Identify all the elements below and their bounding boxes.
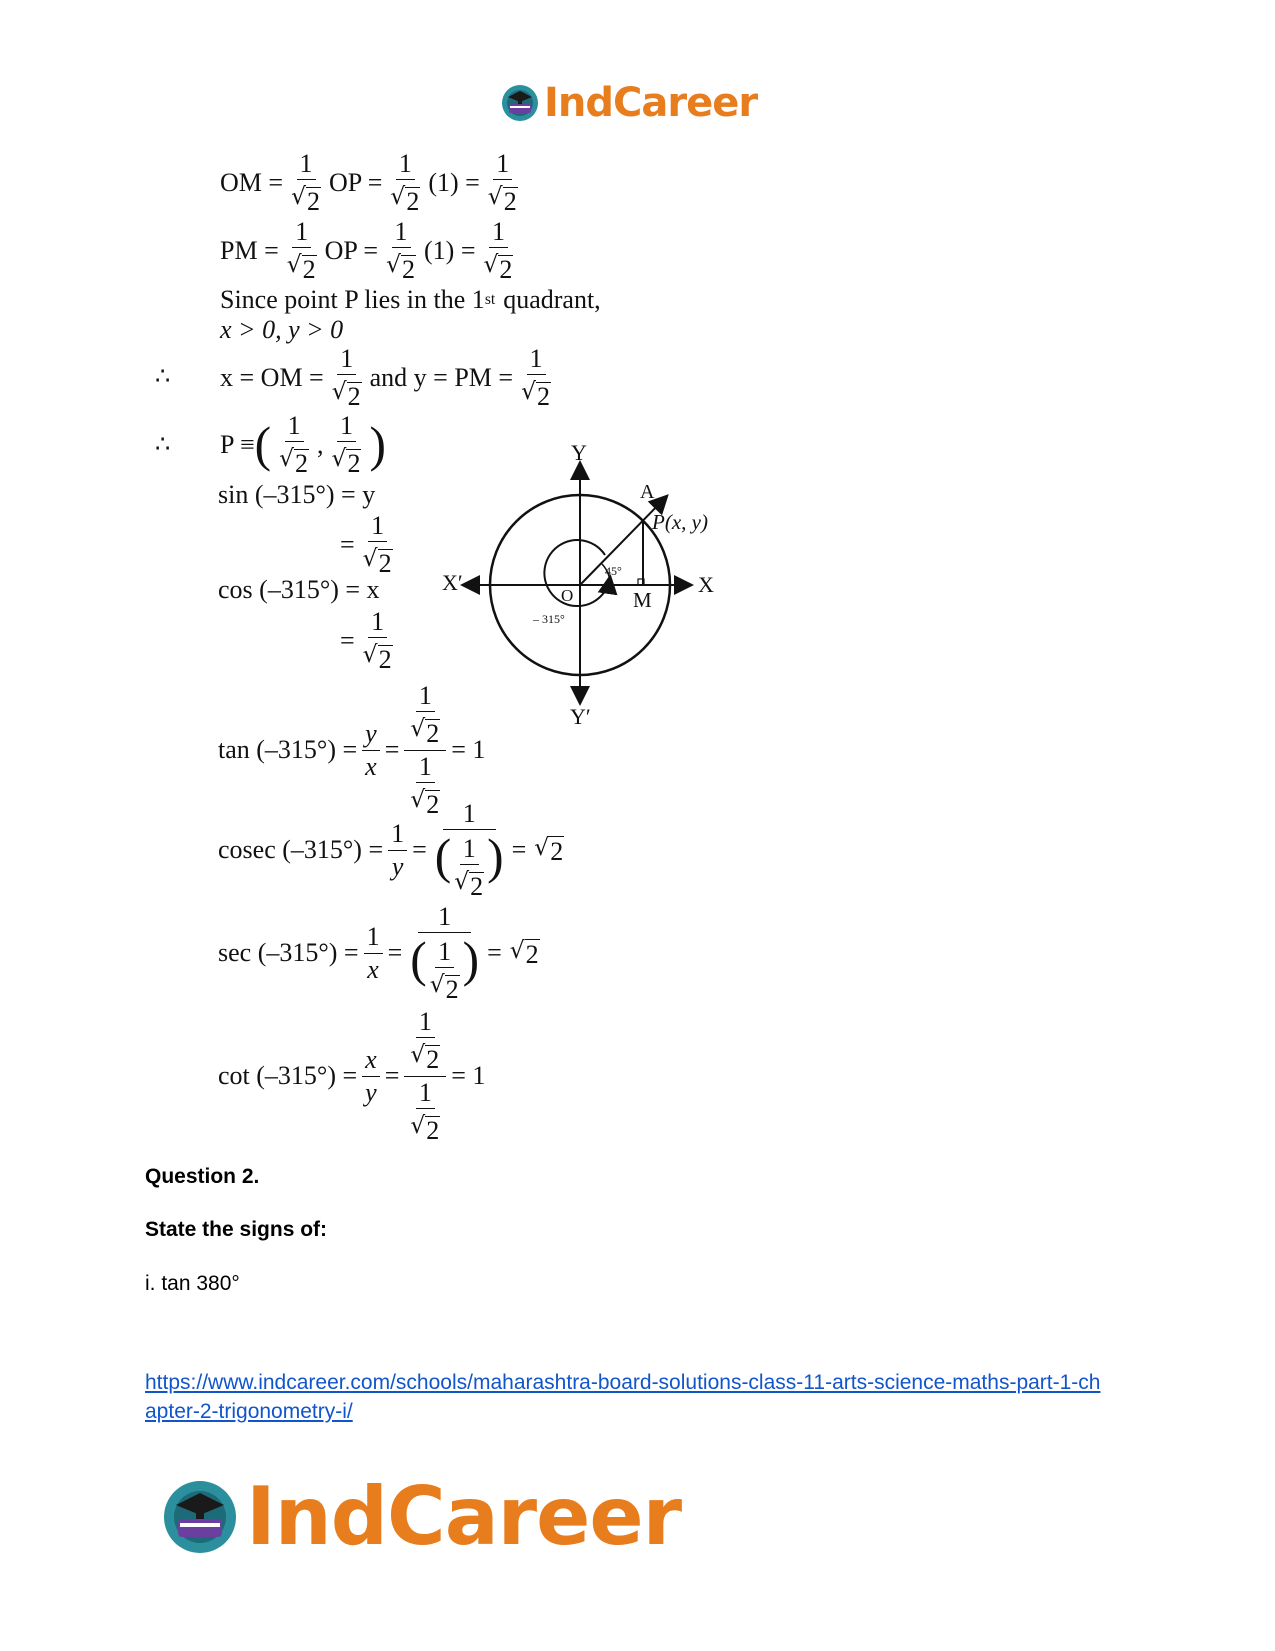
one-equals: (1) =	[424, 235, 476, 265]
om-equation	[220, 150, 526, 216]
angle-arc-315	[544, 540, 610, 606]
fraction: 1 √ 2	[521, 344, 550, 412]
fraction: 1 √ 2	[331, 411, 361, 479]
fraction: $\frac{1}{x}$	[364, 923, 383, 983]
fraction: 1 √ 2	[331, 344, 361, 412]
quadrant-statement: Since point P lies in the 1 st quadrant,	[220, 285, 601, 314]
fraction: $\frac{1}{y}$	[388, 820, 407, 880]
indcareer-logo-top	[500, 80, 757, 126]
source-link[interactable]: https://www.indcareer.com/schools/maharashtra-board-solutions-class-11-arts-science-maths-part-1-chapter-2-trigonometry-i/	[145, 1371, 1101, 1423]
label-m: M	[633, 588, 652, 612]
graduation-book-icon	[160, 1477, 240, 1557]
point-p-coordinates: P ≡ ( 1 √ 2 , 1 √ 2 )	[220, 411, 386, 479]
label-o: O	[561, 586, 574, 605]
cot-equation: cot (–315°) = $\frac{x}{y}$ = 1 √ 2 1 √ 2 = 1	[218, 1007, 486, 1145]
fraction: 1 √ 2	[390, 149, 420, 217]
label-p: P(x, y)	[652, 510, 708, 534]
op-label: OP =	[328, 167, 383, 197]
sin-label: sin (–315°) = y	[218, 480, 376, 509]
fraction: 1 √ 2	[291, 149, 320, 217]
question-prompt: State the signs of:	[145, 1218, 328, 1241]
sec-equation: sec (–315°) = $\frac{1}{x}$ = 1 ( 1 √ 2 ) = √ 2	[218, 902, 539, 1004]
sin-value: = 1 √ 2	[340, 512, 401, 578]
label-a: A	[640, 481, 655, 503]
fraction: $\frac{y}{x}$	[362, 720, 380, 780]
therefore-symbol: ∴	[155, 362, 171, 390]
compound-fraction: 1 ( 1 √ 2 )	[434, 799, 504, 901]
question-title: Question 2.	[145, 1165, 260, 1188]
label-45: 45°	[605, 564, 622, 578]
indcareer-logo-bottom	[160, 1470, 681, 1563]
pm-equation	[220, 218, 521, 284]
fraction: 1 √ 2	[483, 217, 513, 285]
compound-fraction: 1 ( 1 √ 2 )	[410, 902, 480, 1004]
fraction: 1 √ 2	[362, 511, 392, 579]
fraction: 1 √ 2	[286, 217, 316, 285]
label-x-right: X	[698, 572, 714, 597]
compound-fraction: 1 √ 2 1 √ 2	[404, 682, 446, 818]
sqrt-two: √ 2	[509, 936, 539, 970]
therefore-symbol: ∴	[155, 430, 171, 458]
xy-values: x = OM = 1 √ 2 and y = PM = 1 √ 2	[220, 345, 559, 411]
label-315: – 315°	[533, 612, 565, 626]
om-label: OM =	[220, 167, 284, 197]
cos-label: cos (–315°) = x	[218, 575, 380, 604]
cos-value: = 1 √ 2	[340, 608, 401, 674]
logo-wordmark: IndCareer	[544, 80, 758, 126]
fraction: 1 √ 2	[487, 149, 517, 217]
cosec-equation: cosec (–315°) = $\frac{1}{y}$ = 1 ( 1 √ 2 ) = √ 2	[218, 799, 564, 901]
label-y-top: Y	[571, 440, 587, 465]
compound-fraction: 1 √ 2 1 √ 2	[404, 1008, 446, 1144]
one-equals: (1) =	[428, 167, 480, 197]
logo-wordmark: IndCareer	[246, 1470, 682, 1563]
fraction: 1 √ 2	[279, 411, 309, 479]
fraction: $\frac{x}{y}$	[362, 1046, 380, 1106]
sqrt-two: √ 2	[534, 833, 564, 867]
op-label: OP =	[324, 235, 379, 265]
graduation-book-icon	[500, 83, 540, 123]
unit-circle-diagram	[440, 440, 740, 740]
fraction: 1 √ 2	[386, 217, 415, 285]
question-item: i. tan 380°	[145, 1272, 240, 1295]
pm-label: PM =	[220, 235, 279, 265]
xy-condition: x > 0, y > 0	[220, 315, 344, 344]
label-y-bottom: Y′	[570, 704, 591, 729]
label-x-left: X′	[442, 570, 463, 595]
fraction: 1 √ 2	[362, 607, 392, 675]
tan-equation: tan (–315°) = $\frac{y}{x}$ = 1 √ 2 1 √ 2 = 1	[218, 681, 486, 819]
